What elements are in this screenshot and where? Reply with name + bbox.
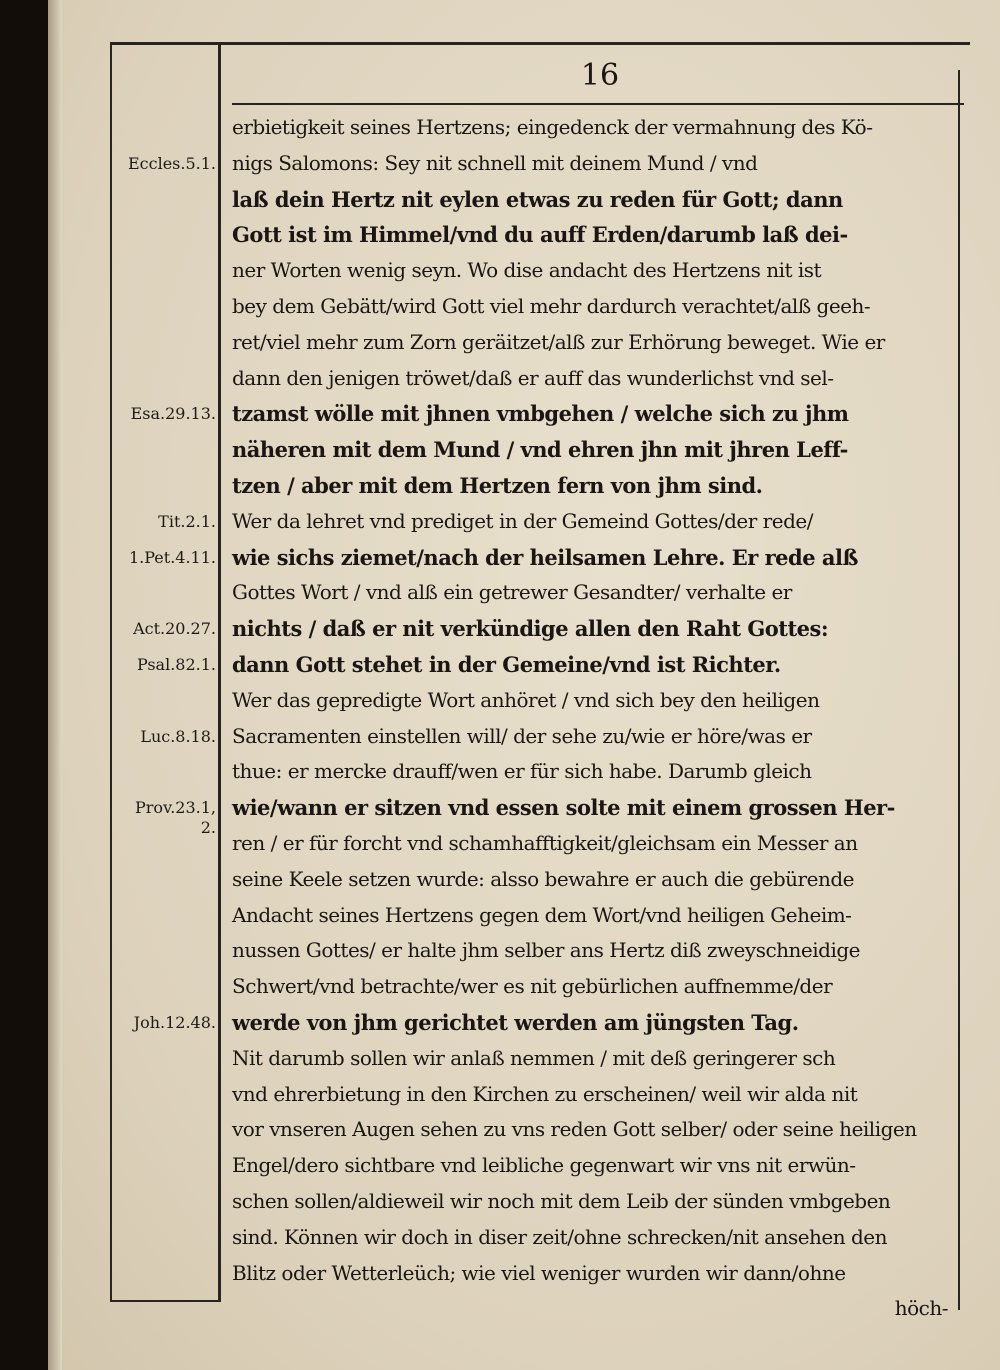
text-line: Sacramenten einstellen will/ der sehe zu/wie er höre/was er [232, 723, 812, 748]
text-line: Andacht seines Hertzens gegen dem Wort/vnd heiligen Geheim- [232, 902, 852, 927]
text-line: bey dem Gebätt/wird Gott viel mehr dardurch verachtet/alß geeh- [232, 293, 871, 318]
margin-note: Eccles.5.1. [127, 153, 216, 173]
text-line: Gottes Wort / vnd alß ein getrewer Gesandter/ verhalte er [232, 580, 792, 605]
text-line: thue: er mercke drauff/wen er für sich habe. Darumb gleich [232, 759, 812, 784]
text-line: dann Gott stehet in der Gemeine/vnd ist Richter. [232, 651, 781, 677]
margin-note: Luc.8.18. [140, 726, 216, 746]
body-text [232, 110, 962, 1327]
text-line: werde von jhm gerichtet werden am jüngsten Tag. [232, 1009, 799, 1035]
text-line: Gott ist im Himmel/vnd du auff Erden/darumb laß dei- [232, 222, 848, 248]
text-line: sind. Können wir doch in diser zeit/ohne schrecken/nit ansehen den [232, 1224, 888, 1249]
text-line: Blitz oder Wetterleüch; wie viel weniger wurden wir dann/ohne [232, 1260, 846, 1285]
text-line: näheren mit dem Mund / vnd ehren jhn mit jhren Leff- [232, 437, 848, 463]
text-line: wie/wann er sitzen vnd essen solte mit einem grossen Her- [232, 795, 895, 821]
text-line: nichts / daß er nit verkündige allen den Raht Gottes: [232, 616, 829, 642]
text-line: erbietigkeit seines Hertzens; eingedenck der vermahnung des Kö- [232, 115, 873, 139]
page-number: 16 [580, 58, 620, 93]
text-line: vor vnseren Augen sehen zu vns reden Gott selber/ oder seine heiligen [232, 1117, 917, 1142]
text-line: nigs Salomons: Sey nit schnell mit deinem Mund / vnd [232, 150, 758, 175]
text-line: wie sichs ziemet/nach der heilsamen Lehre. Er rede alß [232, 544, 858, 570]
text-line: vnd ehrerbietung in den Kirchen zu erscheinen/ weil wir alda nit [232, 1081, 858, 1106]
header-rule [232, 103, 964, 105]
text-line: tzen / aber mit dem Hertzen fern von jhm sind. [232, 472, 763, 498]
margin-divider-rule [218, 42, 221, 1302]
text-line: tzamst wölle mit jhnen vmbgehen / welche sich zu jhm [232, 401, 849, 427]
text-line: Nit darumb sollen wir anlaß nemmen / mit deß geringerer sch [232, 1045, 836, 1070]
text-line: nussen Gottes/ er halte jhm selber ans Hertz diß zweyschneidige [232, 938, 860, 963]
bottom-margin-rule [110, 1300, 220, 1302]
margin-note: 1.Pet.4.11. [128, 547, 216, 567]
text-line: ner Worten wenig seyn. Wo dise andacht des Hertzens nit ist [232, 258, 822, 283]
text-line: schen sollen/aldieweil wir noch mit dem Leib der sünden vmbgeben [232, 1188, 891, 1213]
margin-note: Tit.2.1. [158, 511, 216, 531]
margin-note: Psal.82.1. [137, 655, 216, 674]
text-line: laß dein Hertz nit eylen etwas zu reden für Gott; dann [232, 186, 843, 212]
text-line: Wer da lehret vnd prediget in der Gemeind Gottes/der rede/ [232, 508, 813, 533]
text-line: Schwert/vnd betrachte/wer es nit gebürlichen auffnemme/der [232, 974, 833, 999]
page-edge [48, 0, 62, 1370]
margin-note: Joh.12.48. [133, 1013, 216, 1032]
text-line: höch- [894, 1296, 948, 1321]
margin-note: Esa.29.13. [130, 404, 216, 424]
text-line: ret/viel mehr zum Zorn geräitzet/alß zur Erhörung beweget. Wie er [232, 329, 885, 354]
text-line: ren / er für forcht vnd schamhafftigkeit/gleichsam ein Messer an [232, 830, 858, 855]
text-line: dann den jenigen tröwet/daß er auff das wunderlichst vnd sel- [232, 365, 834, 390]
margin-note: Act.20.27. [133, 619, 216, 639]
margin-note: Prov.23.1, 2. [135, 798, 216, 838]
text-line: Engel/dero sichtbare vnd leibliche gegenwart wir vns nit erwün- [232, 1153, 856, 1178]
top-rule [110, 42, 970, 45]
text-line: seine Keele setzen wurde: alsso bewahre er auch die gebürende [232, 866, 854, 891]
text-line: Wer das gepredigte Wort anhöret / vnd sich bey den heiligen [232, 687, 820, 712]
left-margin-rule [110, 42, 112, 1302]
